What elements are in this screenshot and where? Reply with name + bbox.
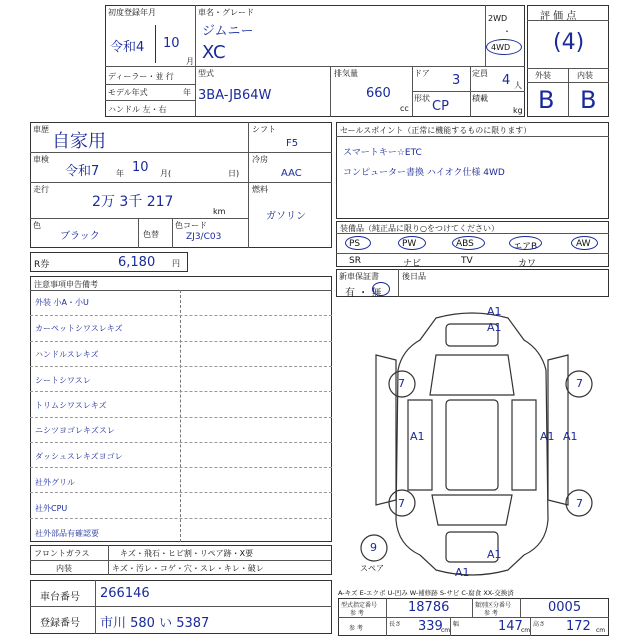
inspection-era: 令和7 — [65, 164, 100, 179]
note-separator — [30, 391, 332, 392]
recycle-box — [30, 252, 188, 272]
recycle-amount: 6,180 — [118, 255, 156, 270]
class-no-label: 類別区分番号 — [475, 602, 512, 609]
note-separator — [30, 341, 332, 342]
drive-dot: ・ — [503, 27, 511, 36]
equip-sr: SR — [349, 256, 361, 266]
height-unit: cm — [596, 627, 606, 634]
plate-label: 登録番号 — [40, 618, 80, 629]
front-glass-label: フロントガラス — [34, 549, 90, 558]
color-code: ZJ3/C03 — [186, 232, 222, 242]
doors: 3 — [452, 73, 461, 88]
model-no: 18786 — [408, 600, 450, 615]
equip-abs: ABS — [456, 239, 474, 249]
height: 172 — [566, 619, 591, 634]
shift: F5 — [286, 138, 299, 149]
name-grade-label: 車名・グレード — [198, 8, 254, 17]
purpose-label: 車歴 — [33, 125, 49, 134]
inspection-label: 車検 — [33, 155, 49, 164]
shift-label: シフト — [252, 125, 276, 134]
car-name: ジムニー — [202, 24, 254, 39]
recycle-unit: 円 — [172, 259, 180, 268]
equip-ps: PS — [349, 239, 361, 249]
ref-label: 参 考 — [349, 625, 363, 632]
equip-airbag: エアB — [513, 242, 538, 252]
model-code: 3BA-JB64W — [198, 88, 272, 103]
color-change-label: 色替 — [143, 230, 159, 239]
fuel: ガソリン — [266, 211, 306, 222]
model-no-sub: 参 考 — [350, 610, 364, 617]
damage-mark: A1 — [487, 321, 502, 334]
damage-mark: A1 — [455, 566, 470, 579]
shape-label: 形状 — [414, 94, 430, 103]
exterior-grade: B — [538, 86, 555, 114]
width: 147 — [498, 619, 523, 634]
drive-2wd: 2WD — [488, 14, 508, 23]
note-item: シートシワスレ — [35, 376, 91, 385]
damage-mark: A1 — [410, 430, 425, 443]
inspection-month-unit: 月( — [160, 169, 172, 178]
mileage: 2万 3千 217 — [92, 194, 174, 210]
reg-month: 10 — [163, 36, 180, 51]
spare-label: スペア — [360, 564, 384, 573]
note-separator — [30, 492, 332, 493]
kg-unit: kg — [513, 106, 523, 115]
damage-mark: 7 — [398, 377, 405, 390]
note-item: 社外グリル — [35, 478, 75, 487]
interior-label: 内装 — [577, 71, 593, 80]
color-label: 色 — [33, 221, 41, 230]
width-unit: cm — [521, 627, 531, 634]
drive-4wd: 4WD — [491, 43, 511, 52]
person-unit: 人 — [514, 81, 522, 90]
damage-legend: A-キズ E-エクボ U-凹み W-補修跡 S-サビ C-腐食 XX-交換済 — [338, 589, 514, 597]
capacity: 4 — [502, 73, 511, 88]
chassis-label: 車台番号 — [40, 592, 80, 603]
note-separator — [30, 518, 332, 519]
eval-label: 評 価 点 — [540, 11, 577, 22]
load-label: 積載 — [472, 94, 488, 103]
exterior-label: 外装 — [535, 71, 551, 80]
capacity-label: 定員 — [472, 69, 488, 78]
class-no-sub: 参 考 — [484, 610, 498, 617]
handle-label: ハンドル 左・右 — [108, 105, 167, 114]
damage-mark: 7 — [398, 497, 405, 510]
length-unit: cm — [441, 627, 451, 634]
door-label: ドア — [414, 69, 430, 78]
color: ブラック — [60, 231, 100, 242]
equip-leather: カワ — [518, 259, 537, 269]
damage-mark: A1 — [487, 305, 502, 318]
recycle-label: R券 — [34, 260, 50, 270]
inspection-day-unit: 日) — [228, 169, 240, 178]
length: 339 — [418, 619, 443, 634]
damage-mark: A1 — [540, 430, 555, 443]
inspection-month: 10 — [132, 160, 149, 175]
model-no-label: 型式指定番号 — [341, 602, 378, 609]
dealer-label: ディーラー・並 行 — [108, 72, 174, 81]
displacement-label: 排気量 — [334, 69, 358, 78]
inspection-year-unit: 年 — [116, 169, 124, 178]
note-separator — [30, 467, 332, 468]
front-glass-options: キズ・飛石・ヒビ割・リペア跡・X要 — [120, 549, 254, 558]
km-unit: km — [213, 207, 226, 216]
model-year-label: モデル年式 — [108, 88, 148, 97]
interior-grade: B — [580, 86, 597, 114]
type-label: 型式 — [198, 69, 214, 78]
aftermarket-label: 後日品 — [402, 272, 426, 281]
class-no: 0005 — [548, 600, 582, 615]
selling-label: セールスポイント（正常に機能するものに限ります） — [340, 126, 532, 135]
damage-mark: A1 — [563, 430, 578, 443]
selling-line2: コンピューター書換 ハイオク仕様 4WD — [343, 168, 505, 178]
notes-label: 注意事項申告備考 — [34, 280, 98, 289]
warranty-label: 新車保証書 — [339, 272, 379, 281]
damage-mark: 9 — [370, 541, 377, 554]
interior-cond-options: キズ・汚レ・コゲ・穴・スレ・キレ・破レ — [112, 564, 264, 573]
damage-mark: 7 — [576, 377, 583, 390]
interior-cond-label: 内装 — [56, 564, 72, 573]
note-item: トリムシワスレキズ — [35, 401, 107, 410]
length-label: 長さ — [389, 621, 402, 628]
note-item: 社外CPU — [35, 504, 68, 513]
height-label: 高さ — [533, 621, 546, 628]
month-unit: 月 — [186, 57, 194, 66]
note-separator — [30, 366, 332, 367]
selling-line1: スマートキー☆ETC — [343, 148, 422, 158]
drive-4wd-circle — [486, 39, 522, 55]
displacement: 660 — [366, 86, 391, 101]
note-separator — [30, 442, 332, 443]
damage-mark: A1 — [487, 548, 502, 561]
width-label: 幅 — [453, 621, 460, 628]
purpose: 自家用 — [52, 131, 106, 152]
note-separator — [30, 417, 332, 418]
equip-pw: PW — [402, 239, 417, 249]
fuel-label: 燃料 — [252, 185, 268, 194]
damage-mark: 7 — [576, 497, 583, 510]
warranty-value: 有 ・ 無 — [345, 288, 382, 299]
year-unit: 年 — [183, 88, 191, 97]
ac-label: 冷房 — [252, 155, 268, 164]
first-reg-label: 初度登録年月 — [108, 8, 156, 17]
ac: AAC — [281, 168, 302, 179]
eval-score: (4) — [553, 30, 585, 55]
chassis-number: 266146 — [100, 586, 150, 601]
note-item: 社外部品有確認要 — [35, 529, 99, 538]
grade: XC — [202, 42, 226, 63]
reg-era: 令和4 — [110, 40, 145, 55]
color-code-label: 色コード — [175, 221, 207, 230]
mileage-label: 走行 — [33, 185, 49, 194]
note-item: ダッシュスレキズヨゴレ — [35, 452, 123, 461]
plate-number: 市川 580 い 5387 — [100, 616, 210, 631]
cc-unit: cc — [400, 104, 409, 113]
note-item: ハンドルスレキズ — [35, 350, 99, 359]
equip-navi: ナビ — [403, 259, 422, 269]
equip-aw: AW — [576, 239, 591, 249]
shape: CP — [432, 99, 449, 114]
note-item: ニシツヨゴレキズスレ — [35, 426, 115, 435]
note-separator — [30, 315, 332, 316]
note-item: 外装 小A・小U — [35, 298, 89, 307]
equip-tv: TV — [461, 256, 473, 266]
equipment-label: 装備品（純正品に限り○をつけてください） — [340, 224, 499, 233]
note-item: カーペットシワスレキズ — [35, 324, 123, 333]
